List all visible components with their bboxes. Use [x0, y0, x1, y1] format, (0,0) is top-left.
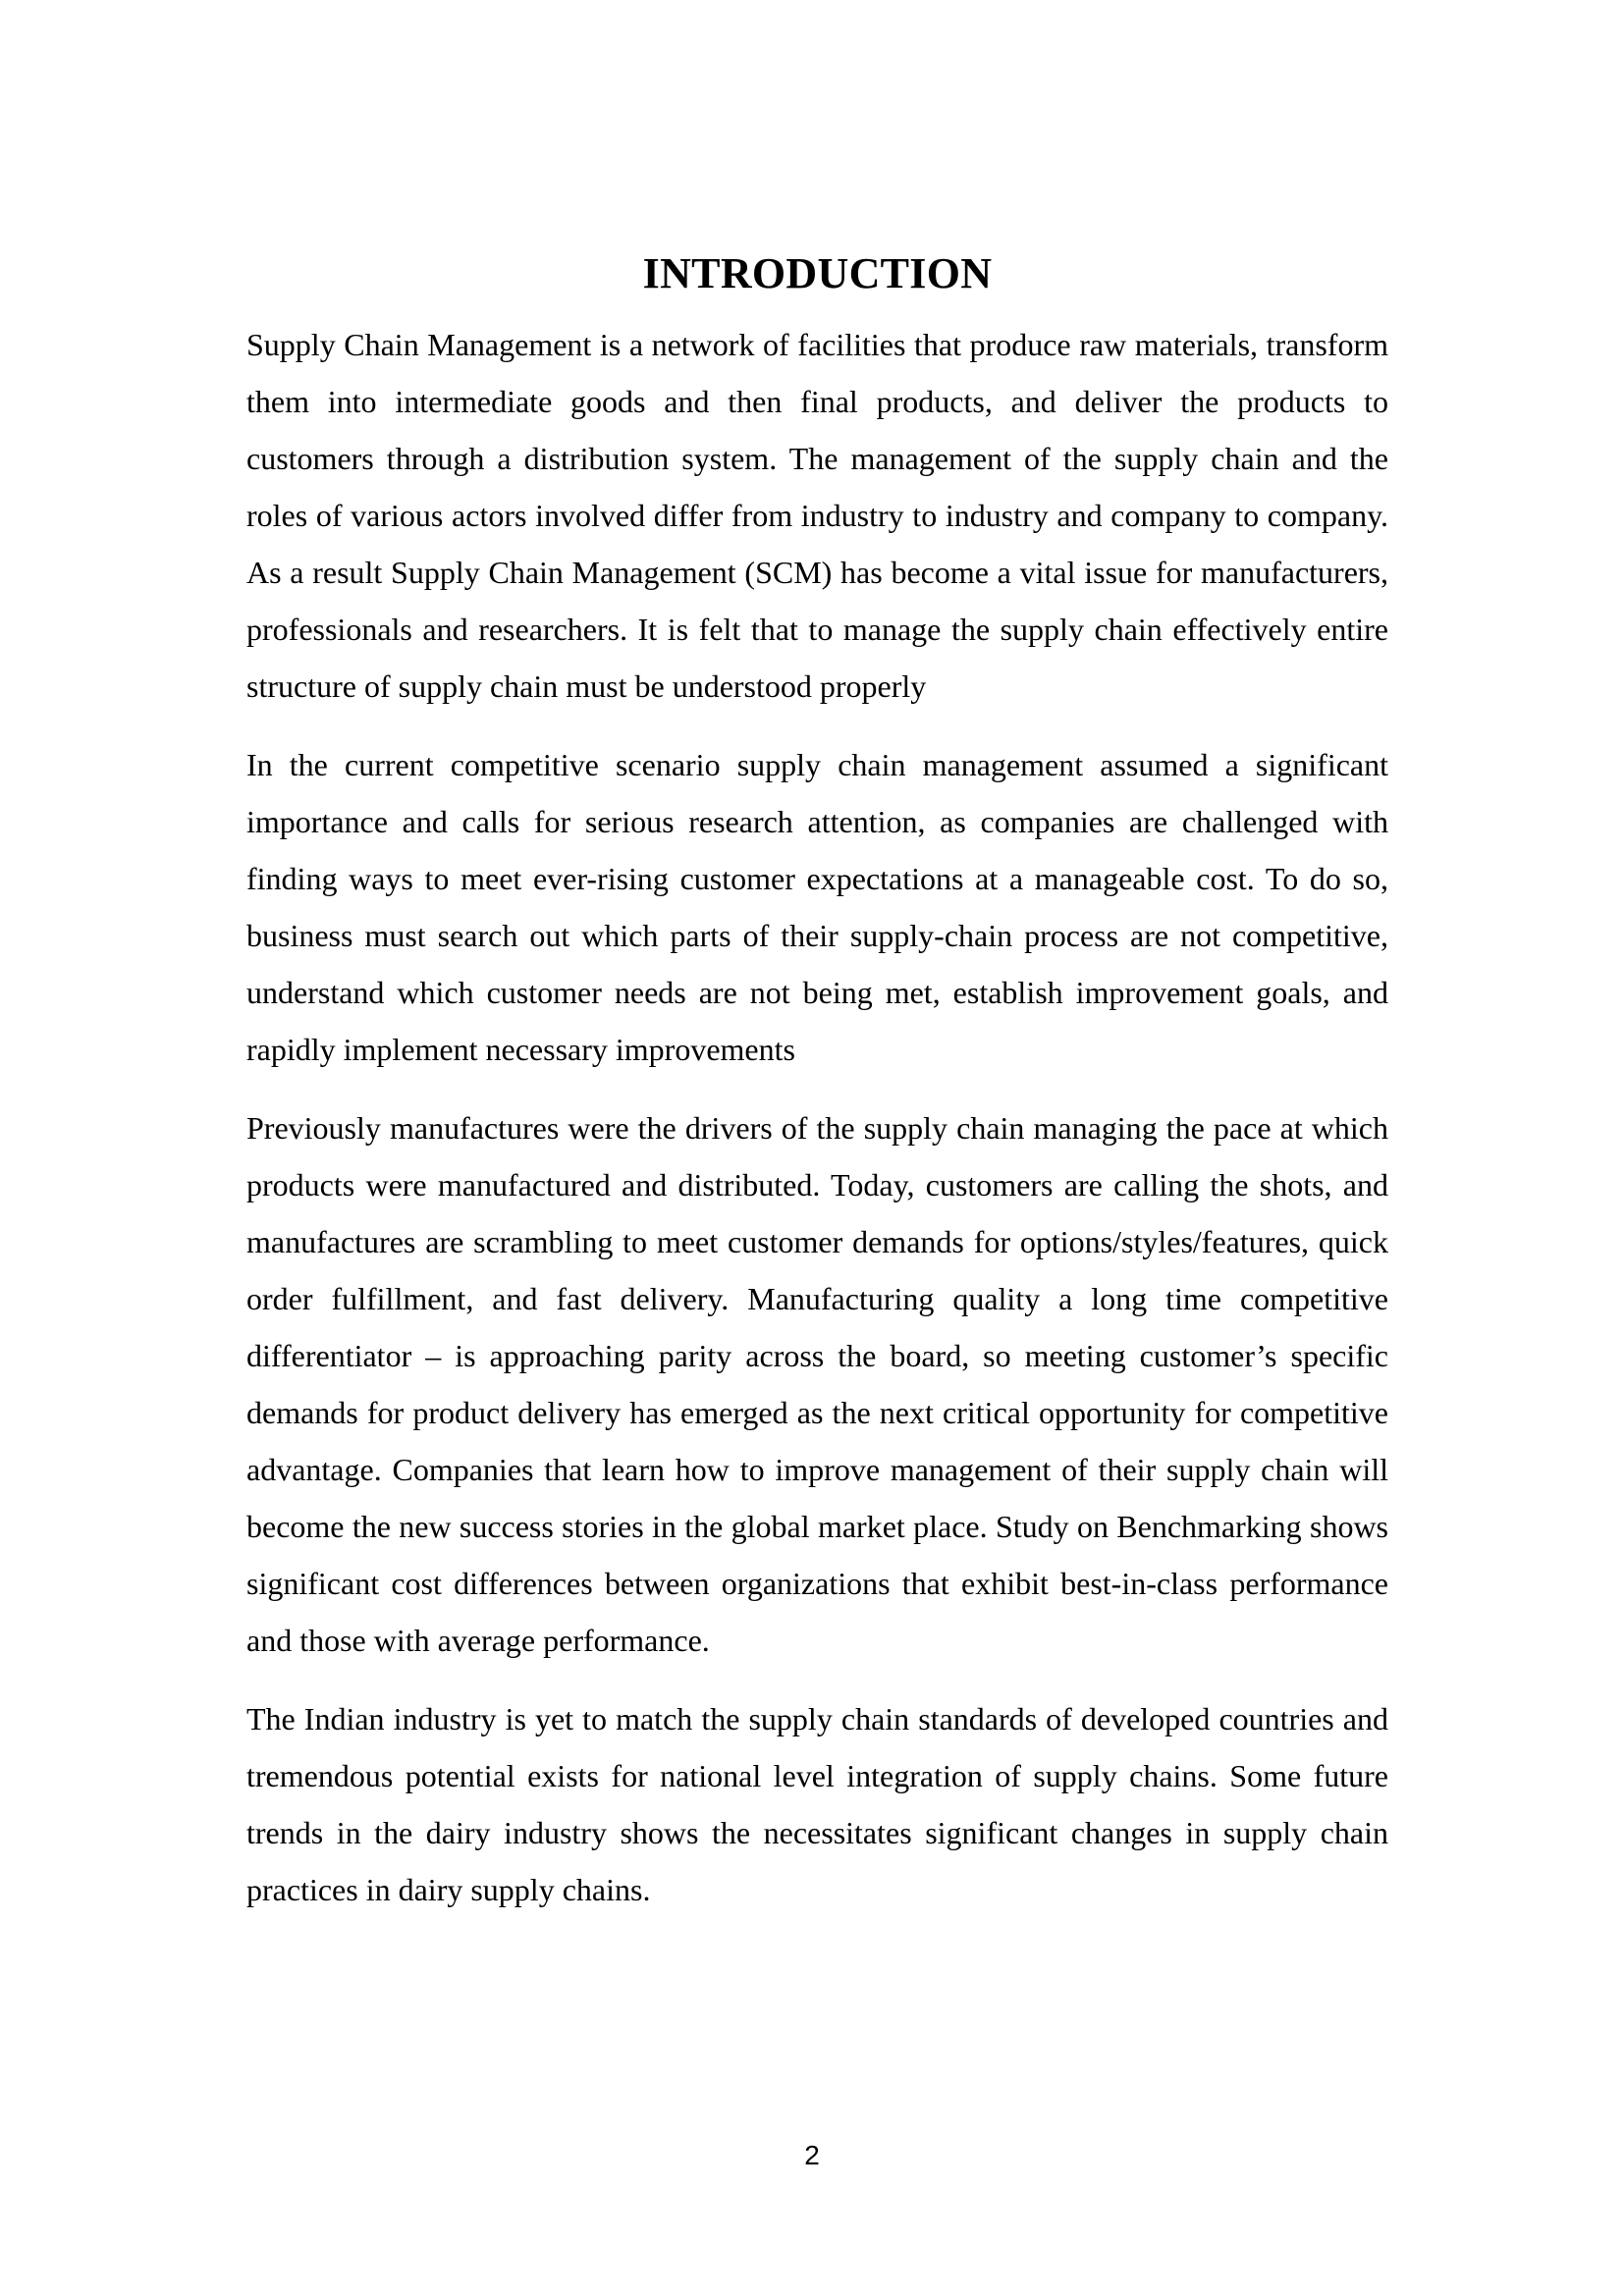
page-content — [246, 240, 1388, 1940]
paragraph-1: Supply Chain Management is a network of facilities that produce raw materials, transform them into intermediate goods and then final products, and deliver the products to customers through a distribution system. The management of the supply chain and the roles of various actors involved differ from industry to industry and company to company. As a result Supply Chain Management (SCM) has become a vital issue for manufacturers, professionals and researchers. It is felt that to manage the supply chain effectively entire structure of supply chain must be understood properly — [246, 327, 1388, 704]
page-number: 2 — [804, 2140, 820, 2170]
page-title: INTRODUCTION — [642, 249, 993, 297]
paragraph-4: The Indian industry is yet to match the supply chain standards of developed countries and tremendous potential exists for national level integration of supply chains. Some future trends in the dairy industry shows the necessitates significant changes in supply chain practices in dairy supply chains. — [246, 1701, 1388, 1907]
paragraph-2: In the current competitive scenario supply chain management assumed a significant importance and calls for serious research attention, as companies are challenged with finding ways to meet ever-rising customer expectations at a manageable cost. To do so, business must search out which parts of their supply-chain process are not competitive, understand which customer needs are not being met, establish improvement goals, and rapidly implement necessary improvements — [246, 747, 1388, 1067]
paragraph-3: Previously manufactures were the drivers of the supply chain managing the pace at which products were manufactured and distributed. Today, customers are calling the shots, and manufactures are scrambling to meet customer demands for options/styles/features, quick order fulfillment, and fast delivery. Manufacturing quality a long time competitive differentiator – is approaching parity across the board, so meeting customer’s specific demands for product delivery has emerged as the next critical opportunity for competitive advantage. Companies that learn how to improve management of their supply chain will become the new success stories in the global market place. Study on Benchmarking shows significant cost differences between organizations that exhibit best-in-class performance and those with average performance. — [246, 1110, 1388, 1658]
